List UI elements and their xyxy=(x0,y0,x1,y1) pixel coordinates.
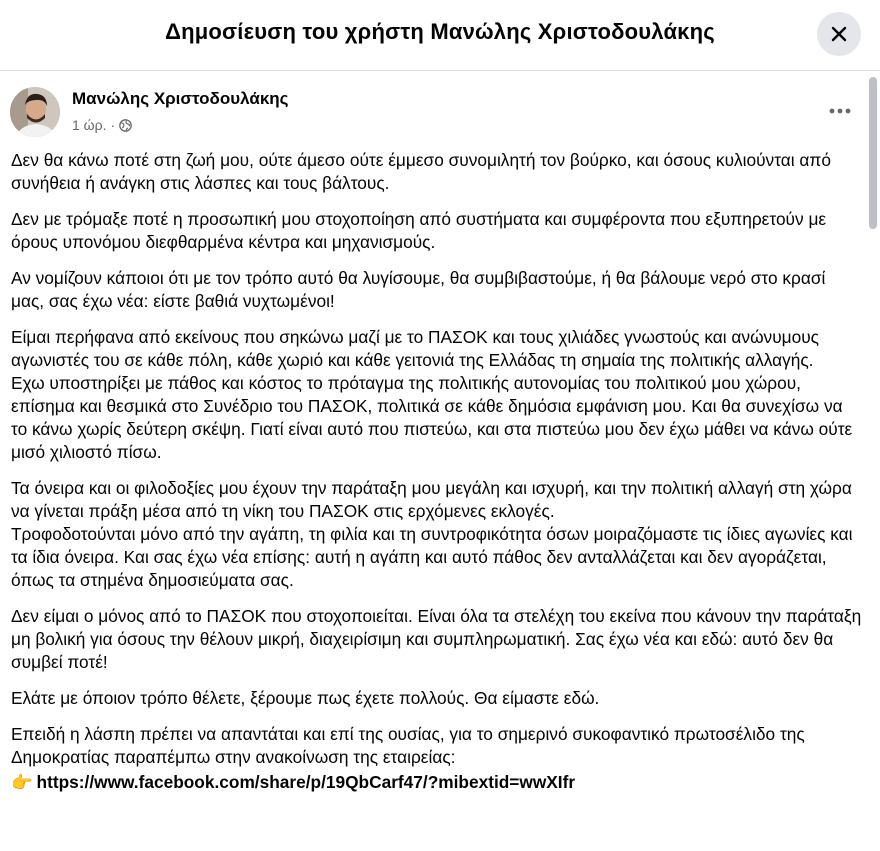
post-paragraph: Δεν με τρόμαξε ποτέ η προσωπική μου στοχοποίηση από συστήματα και συμφέροντα που εξυπηρετούν με όρους υπονόμου διεφθαρμένα κέντρα και μηχανισμούς. xyxy=(11,209,827,252)
scrollbar-thumb[interactable] xyxy=(869,77,877,229)
post-paragraph: Είμαι περήφανα από εκείνους που σηκώνω μαζί με το ΠΑΣΟΚ και τους χιλιάδες γνωστούς και ανώνυμους αγωνιστές του σε κάθε πόλη, κάθε χωριό και κάθε γειτονιά της Ελλάδας τη σημαία της πολιτικής αλλαγής. Εχω υποστηρίξει με πάθος και κόστος το πρόταγμα της πολιτικής αυτονομίας του πολιτικού μου χώρου, επίσημα και θεσμικά στο Συνέδριο του ΠΑΣΟΚ, πολιτικά σε κάθε δημόσια εμφάνιση μου. Και θα συνεχίσω να το κάνω χωρίς δεύτερη σκέψη. Γιατί είναι αυτό που πιστεύω, και στα πιστεύω μου δεν έχω μάθει να κάνω ούτε μισό χιλιοστό πίσω. xyxy=(11,327,853,462)
close-button[interactable] xyxy=(817,12,861,56)
scrollbar[interactable] xyxy=(866,71,880,851)
post-paragraph: Αν νομίζουν κάποιοι ότι με τον τρόπο αυτό θα λυγίσουμε, θα συμβιβαστούμε, ή θα βάλουμε νερό στο κρασί μας, σας έχω νέα: είστε βαθιά νυχτωμένοι! xyxy=(11,268,826,311)
more-horizontal-icon xyxy=(829,108,851,114)
close-icon xyxy=(830,25,848,43)
post-paragraph: Δεν θα κάνω ποτέ στη ζωή μου, ούτε άμεσο ούτε έμμεσο συνομιλητή τον βούρκο, και όσους κυλιούνται από συνήθεια ή ανάγκη στις λάσπες και τους βάλτους. xyxy=(11,150,831,193)
post-paragraph: Επειδή η λάσπη πρέπει να απαντάται και επί της ουσίας, για το σημερινό συκοφαντικό πρωτοσέλιδο της Δημοκρατίας παραπέμπω στην ανακοίνωση της εταιρείας: xyxy=(11,724,805,767)
share-link[interactable]: https://www.facebook.com/share/p/19QbCarf47/?mibextid=wwXIfr xyxy=(36,772,576,792)
author-name[interactable]: Μανώλης Χριστοδουλάκης xyxy=(72,89,289,108)
dialog-title: Δημοσίευση του χρήστη Μανώλης Χριστοδουλάκης xyxy=(165,19,715,44)
post-paragraph: Ελάτε με όποιον τρόπο θέλετε, ξέρουμε πως έχετε πολλούς. Θα είμαστε εδώ. xyxy=(11,688,600,708)
post-paragraph: Δεν είμαι ο μόνος από το ΠΑΣΟΚ που στοχοποιείται. Είναι όλα τα στελέχη του εκείνα που κάνουν την παράταξη μη βολική για όσους την θέλουν μικρή, διαχειρίσιμη και συμπληρωματική. Σας έχω νέα και εδώ: αυτό δεν θα συμβεί ποτέ! xyxy=(11,606,862,672)
post-paragraph: Τα όνειρα και οι φιλοδοξίες μου έχουν την παράταξη μου μεγάλη και ισχυρή, και την πολιτική αλλαγή στη χώρα να γίνεται πράξη μέσα από τη νίκη του ΠΑΣΟΚ στις ερχόμενες εκλογές. Τροφοδοτούνται μόνο από την αγάπη, τη φιλία και τη συντροφικότητα όσων μοιραζόμαστε τις ίδιες αγωνίες και τα ίδια όνειρα. Και σας έχω νέα επίσης: αυτή η αγάπη και αυτό πάθος δεν ανταλλάζεται και δεν αγοράζεται, όπως τα στημένα δημοσιεύματα σας. xyxy=(11,478,853,590)
meta-separator: · xyxy=(110,117,116,133)
link-line xyxy=(11,771,863,794)
dialog-header xyxy=(0,0,880,71)
post-body xyxy=(11,149,863,794)
globe-icon[interactable] xyxy=(119,119,132,132)
more-options-button[interactable] xyxy=(822,93,858,129)
avatar[interactable] xyxy=(10,87,60,137)
post-content xyxy=(0,71,866,851)
profile-photo xyxy=(10,87,60,137)
post-header xyxy=(10,87,856,141)
post-meta xyxy=(72,117,132,133)
pointing-right-emoji: 👉 xyxy=(11,772,33,792)
post-time[interactable]: 1 ώρ. xyxy=(72,117,107,133)
